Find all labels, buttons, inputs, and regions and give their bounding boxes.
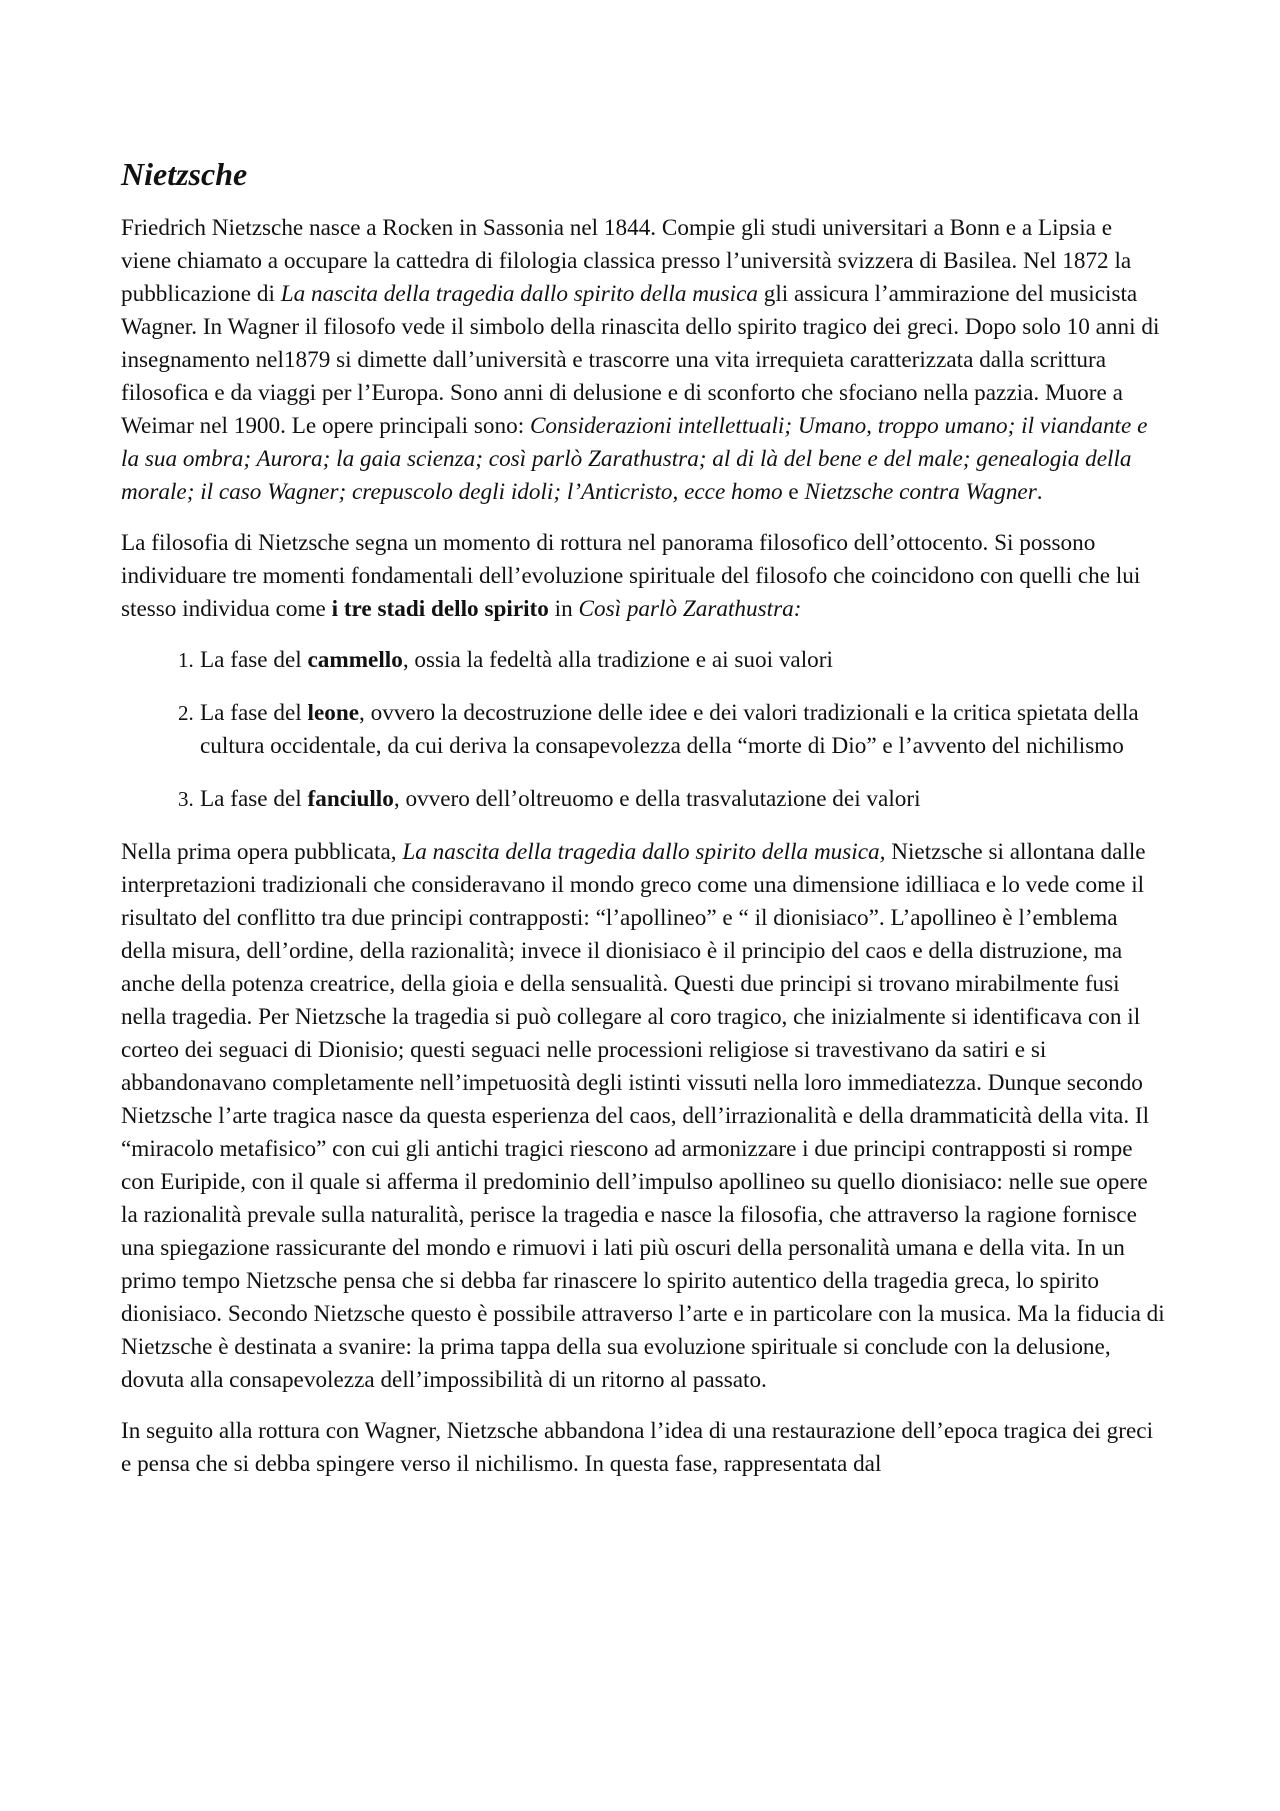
stage-text: , ovvero dell’oltreuomo e della trasvalutazione dei valori xyxy=(393,786,921,812)
philosophy-intro-paragraph xyxy=(121,527,1167,626)
bio-text-1: Friedrich Nietzsche nasce a Rocken in Sassonia nel 1844. Compie gli studi universitari a Bonn e a Lipsia e viene chiamato a occupare la cattedra di filologia classica presso l’università svizzera di Basilea. Nel 1872 la pubblicazione di xyxy=(121,215,1132,307)
document-page xyxy=(121,140,1167,1499)
intro-stages-term: i tre stadi dello spirito xyxy=(331,596,549,622)
bio-work-title: La nascita della tragedia dallo spirito della musica xyxy=(280,281,758,307)
stage-text: , ossia la fedeltà alla tradizione e ai suoi valori xyxy=(402,647,833,673)
bio-text-3: e xyxy=(782,479,805,505)
tragedy-work-title: La nascita della tragedia dallo spirito della musica, xyxy=(402,839,886,865)
intro-text-2: in xyxy=(548,596,579,622)
stage-text: La fase del xyxy=(200,647,308,673)
tragedy-text-2: Nietzsche si allontana dalle interpretazioni tradizionali che consideravano il mondo greco come una dimensione idilliaca e lo vede come il risultato del conflitto tra due principi contrapposti: “l’apollineo” e “ il dionisiaco”. L’apollineo è l’emblema della misura, dell’ordine, della razionalità; invece il dionisiaco è il principio del caos e della distruzione, ma anche della potenza creatrice, della gioia e della sensualità. Questi due principi si trovano mirabilmente fusi nella tragedia. Per Nietzsche la tragedia si può collegare al coro tragico, che inizialmente si identificava con il corteo dei seguaci di Dionisio; questi seguaci nelle processioni religiose si travestivano da satiri e si abbandonavano completamente nell’impetuosità degli istinti vissuti nella loro immediatezza. Dunque secondo Nietzsche l’arte tragica nasce da questa esperienza del caos, dell’irrazionalità e della drammaticità della vita. Il “miracolo metafisico” con cui gli antichi tragici riescono ad armonizzare i due principi contrapposti si rompe con Euripide, con il quale si afferma il predominio dell’impulso apollineo su quello dionisiaco: nelle sue opere la razionalità prevale sulla naturalità, perisce la tragedia e nasce la filosofia, che attraverso la ragione fornisce una spiegazione rassicurante del mondo e rimuovi i lati più oscuri della personalità umana e della vita. In un primo tempo Nietzsche pensa che si debba far rinascere lo spirito autentico della tragedia greca, lo spirito dionisiaco. Secondo Nietzsche questo è possibile attraverso l’arte e in particolare con la musica. Ma la fiducia di Nietzsche è destinata a svanire: la prima tappa della sua evoluzione spirituale si conclude con la delusione, dovuta alla consapevolezza dell’impossibilità di un ritorno al passato. xyxy=(121,839,1165,1393)
bio-text-4: . xyxy=(1036,479,1043,505)
stage-text: La fase del xyxy=(200,700,308,726)
stage-name: fanciullo xyxy=(307,786,394,812)
stage-text: La fase del xyxy=(200,786,308,812)
list-item xyxy=(199,644,1167,677)
bio-last-work: Nietzsche contra Wagner xyxy=(804,479,1037,505)
list-item xyxy=(199,697,1167,763)
stage-name: leone xyxy=(307,700,360,726)
biography-paragraph xyxy=(121,212,1167,509)
list-item xyxy=(199,783,1167,816)
page-title: Nietzsche xyxy=(121,156,248,192)
nihilism-paragraph: In seguito alla rottura con Wagner, Nietzsche abbandona l’idea di una restaurazione dell’epoca tragica dei greci e pensa che si debba spingere verso il nichilismo. In questa fase, rappresentata dal xyxy=(121,1418,1154,1477)
intro-text-1: La filosofia di Nietzsche segna un momento di rottura nel panorama filosofico dell’ottocento. Si possono individuare tre momenti fondamentali dell’evoluzione spirituale del filosofo che coincidono con quelli che lui stesso individua come xyxy=(121,530,1141,622)
tragedy-text-1: Nella prima opera pubblicata, xyxy=(121,839,403,865)
stage-name: cammello xyxy=(307,647,403,673)
tragedy-paragraph xyxy=(121,836,1167,1397)
stage-text: , ovvero la decostruzione delle idee e dei valori tradizionali e la critica spietata della cultura occidentale, da cui deriva la consapevolezza della “morte di Dio” e l’avvento del nichilismo xyxy=(200,700,1139,759)
intro-work-title: Così parlò Zarathustra: xyxy=(578,596,802,622)
stages-list xyxy=(121,644,1167,816)
bio-works-list: Considerazioni intellettuali; Umano, troppo umano; il viandante e la sua ombra; Aurora; la gaia scienza; così parlò Zarathustra; al di là del bene e del male; genealogia della morale; il caso Wagner; crepuscolo degli idoli; l’Anticristo, ecce homo xyxy=(121,413,1148,505)
bio-text-2: gli assicura l’ammirazione del musicista Wagner. In Wagner il filosofo vede il simbolo della rinascita dello spirito tragico dei greci. Dopo solo 10 anni di insegnamento nel1879 si dimette dall’università e trascorre una vita irrequieta caratterizzata dalla scrittura filosofica e da viaggi per l’Europa. Sono anni di delusione e di sconforto che sfociano nella pazzia. Muore a Weimar nel 1900. Le opere principali sono: xyxy=(121,281,1160,439)
